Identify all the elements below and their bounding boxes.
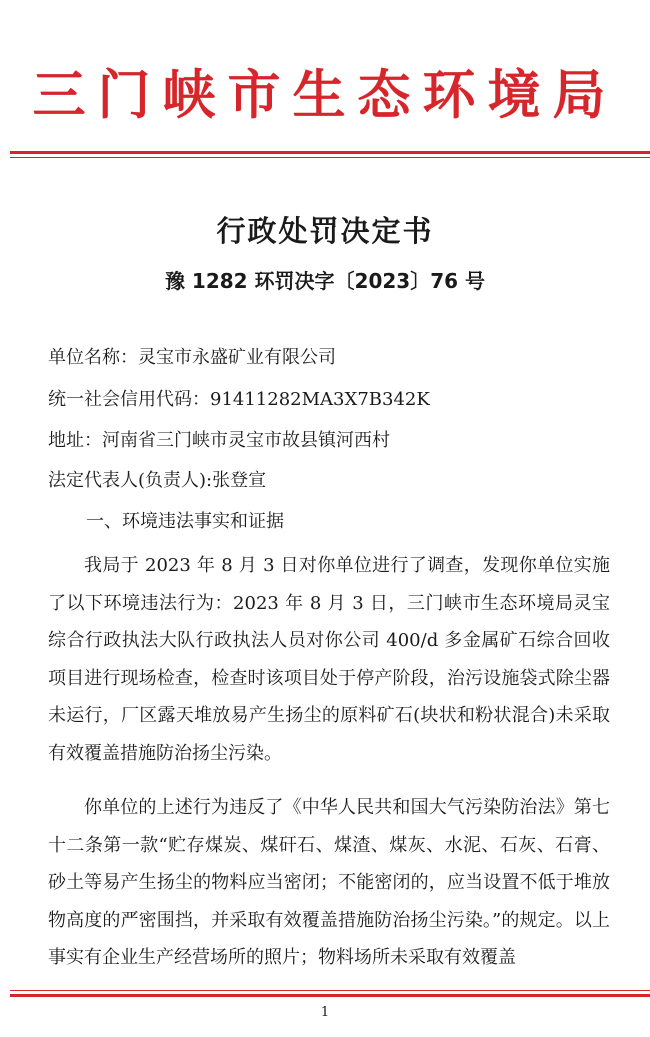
header-rule-thick (10, 151, 650, 154)
section-heading: 一、环境违法事实和证据 (86, 511, 284, 532)
address: 地址：河南省三门峡市灵宝市故县镇河西村 (48, 430, 390, 451)
agency-header: 三门峡市生态环境局 (32, 64, 618, 126)
credit-code: 统一社会信用代码：91411282MA3X7B342K (48, 389, 430, 410)
footer-rule-thick (10, 994, 650, 997)
page-number: 1 (320, 1005, 330, 1020)
document-number: 豫 1282 环罚决字〔2023〕76 号 (164, 269, 486, 293)
header-rule-thin (10, 157, 650, 158)
document-title: 行政处罚决定书 (216, 214, 434, 248)
unit-name: 单位名称：灵宝市永盛矿业有限公司 (48, 347, 336, 368)
footer-rule-thin (10, 990, 650, 991)
paragraph-facts: 我局于 2023 年 8 月 3 日对你单位进行了调查，发现你单位实施了以下环境违法行为：2023 年 8 月 3 日，三门峡市生态环境局灵宝综合行政执法大队行政执法人员对你公司 400/d 多金属矿石综合回收项目进行现场检查，检查时该项目处于停产阶段，治污设施袋式除尘器未运行，厂区露天堆放易产生扬尘的原料矿石(块状和粉状混合)未采取有效覆盖措施防治扬尘污染。 (48, 555, 610, 764)
paragraph-violation: 你单位的上述行为违反了《中华人民共和国大气污染防治法》第七十二条第一款“贮存煤炭、煤矸石、煤渣、煤灰、水泥、石灰、石膏、砂土等易产生扬尘的物料应当密闭；不能密闭的，应当设置不低于堆放物高度的严密围挡，并采取有效覆盖措施防治扬尘污染。”的规定。以上事实有企业生产经营场所的照片；物料场所未采取有效覆盖 (48, 797, 610, 968)
legal-representative: 法定代表人(负责人):张登宣 (48, 470, 267, 491)
